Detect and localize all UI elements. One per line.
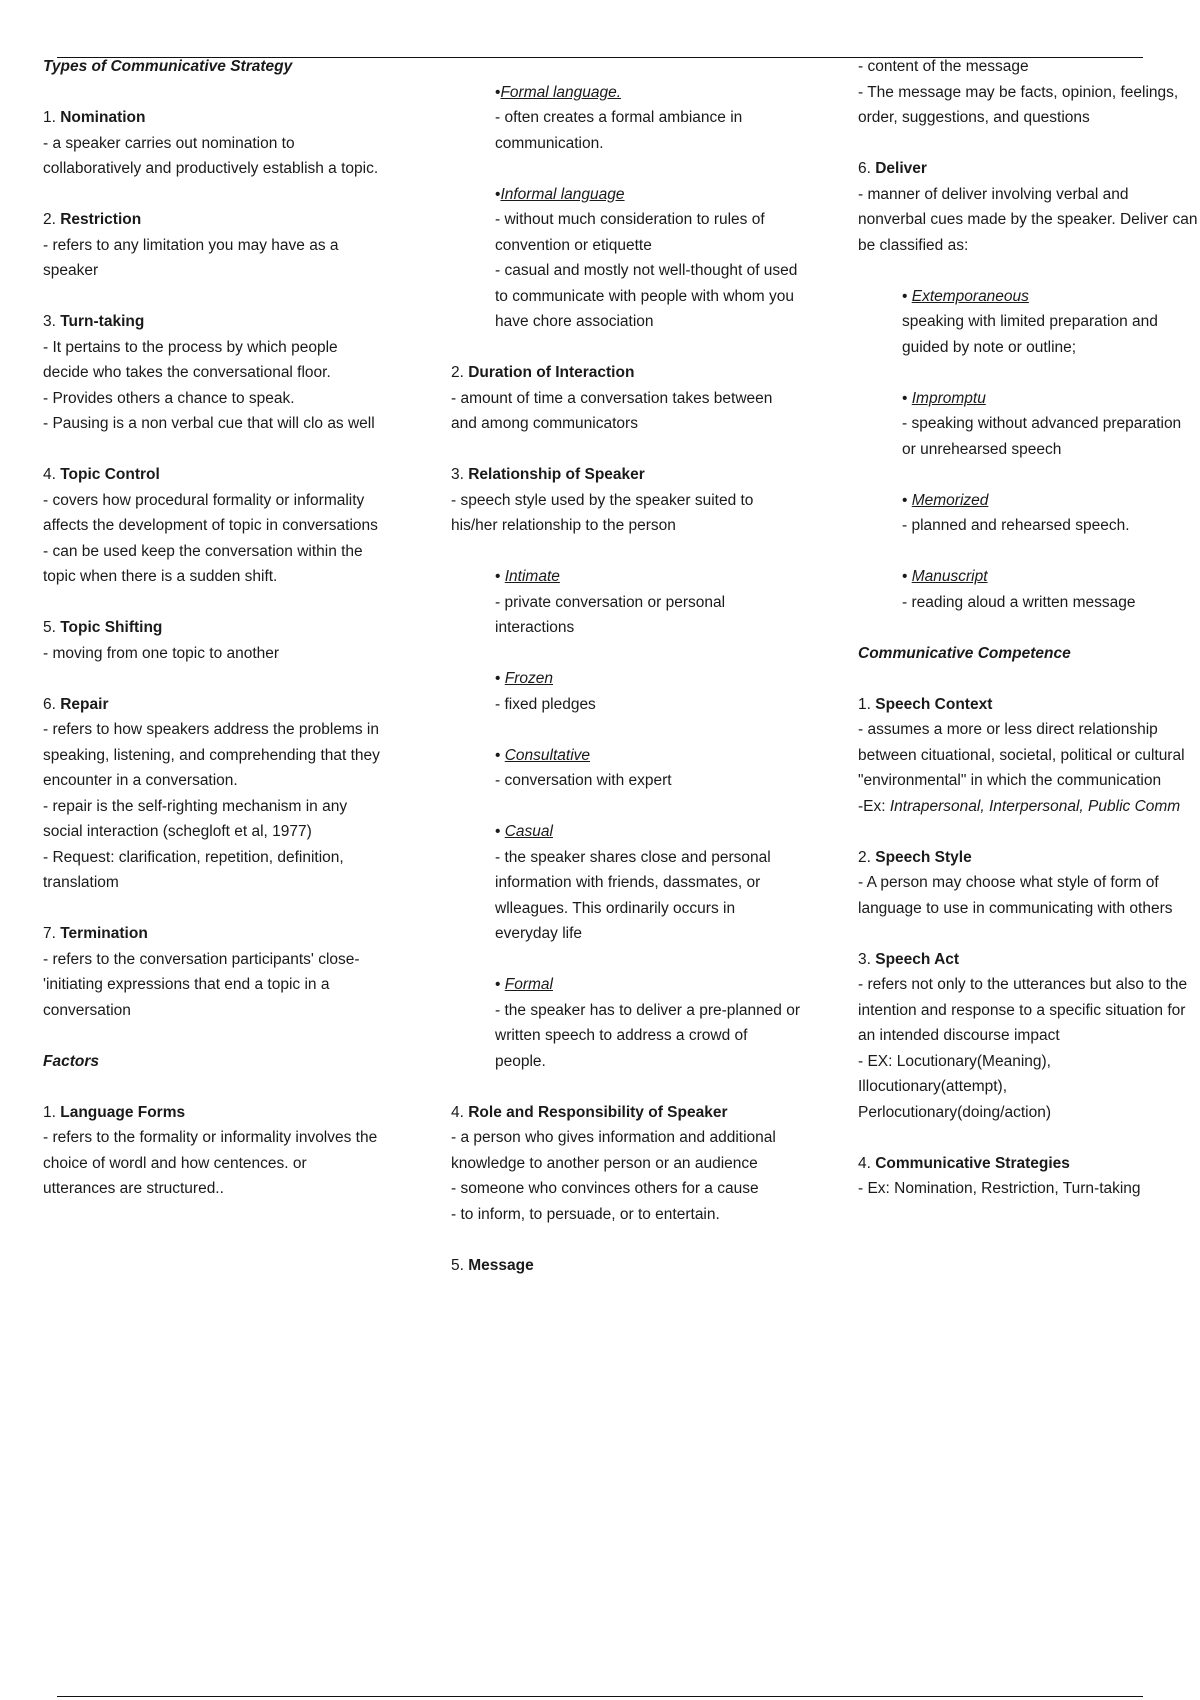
bullet: • <box>495 568 505 585</box>
heading-termination: Termination <box>60 925 148 942</box>
heading-nomination: Nomination <box>60 109 146 126</box>
text-line: - refers to how speakers address the problems in speaking, listening, and comprehending that they encounter in a conversation. <box>43 721 380 789</box>
column-2 <box>451 54 801 1278</box>
label-impromptu: Impromptu <box>911 389 986 407</box>
bottom-rule <box>57 1696 1143 1697</box>
item-speech-style: 2. Speech Style - A person may choose what style of form of language to use in communicating with others <box>858 845 1198 922</box>
item-language-forms: 1. Language Forms - refers to the formality or informality involves the choice of wordl and how centences. or utterances are structured.. <box>43 1100 383 1202</box>
text-line: - without much consideration to rules of convention or etiquette <box>495 211 765 254</box>
example-line: -Ex: Intrapersonal, Interpersonal, Public Comm <box>858 797 1181 815</box>
text-line: speaking with limited preparation and guided by note or outline; <box>902 313 1158 356</box>
text-line: - EX: Locutionary(Meaning), Illocutionary(attempt), Perlocutionary(doing/action) <box>858 1052 1051 1121</box>
text-line: - to inform, to persuade, or to entertain. <box>451 1205 720 1223</box>
item-nomination: 1. Nomination - a speaker carries out nomination to collaboratively and productively establish a topic. <box>43 105 383 182</box>
item-casual <box>451 819 801 947</box>
item-message-continued <box>858 54 1198 131</box>
heading-topic-control: Topic Control <box>60 466 160 483</box>
item-consultative <box>451 743 801 794</box>
bullet: • <box>495 746 505 764</box>
heading-topic-shifting: Topic Shifting <box>60 619 163 636</box>
label-frozen: Frozen <box>504 670 553 687</box>
heading-message: Message <box>468 1256 534 1274</box>
text-line: - a speaker carries out nomination to collaboratively and productively establish a topic. <box>43 134 379 177</box>
text-line: - speaking without advanced preparation or unrehearsed speech <box>902 415 1182 458</box>
label-formal-language: Formal language. <box>500 83 622 101</box>
label-casual: Casual <box>504 823 553 840</box>
item-topic-shifting: 5. Topic Shifting - moving from one topic to another <box>43 615 383 666</box>
section-title-competence: Communicative Competence <box>858 644 1071 662</box>
label-formal: Formal <box>504 976 553 993</box>
item-role: 4. Role and Responsibility of Speaker - a person who gives information and additional knowledge to another person or an audience - someone who convinces others for a cause - to inform, to persuade, or to entertain. <box>451 1100 801 1228</box>
text-line: - conversation with expert <box>495 772 672 789</box>
item-speech-context: 1. Speech Context - assumes a more or less direct relationship between cituational, societal, political or cultural "environmental" in which the communication -Ex: Intrapersonal, Interpersonal, Public Comm <box>858 692 1198 820</box>
text-line: - someone who convinces others for a cause <box>451 1180 759 1197</box>
text-line: - private conversation or personal interactions <box>495 593 726 636</box>
text-line: - a person who gives information and additional knowledge to another person or an audience <box>451 1129 776 1172</box>
label-extemporaneous: Extemporaneous <box>911 287 1029 305</box>
text-line: - the speaker has to deliver a pre-planned or written speech to address a crowd of people. <box>495 1001 801 1070</box>
text-line: - Request: clarification, repetition, definition, translatiom <box>43 848 344 891</box>
heading-turn-taking: Turn-taking <box>60 313 145 330</box>
label-consultative: Consultative <box>504 746 591 764</box>
heading-relationship: Relationship of Speaker <box>468 466 645 483</box>
text-line: - A person may choose what style of form of language to use in communicating with others <box>858 874 1173 917</box>
bullet: • <box>902 389 912 407</box>
item-relationship: 3. Relationship of Speaker - speech style used by the speaker suited to his/her relationship to the person <box>451 462 801 539</box>
label-memorized: Memorized <box>911 491 989 509</box>
label-intimate: Intimate <box>504 568 560 585</box>
item-deliver: 6. Deliver - manner of deliver involving verbal and nonverbal cues made by the speaker. Deliver can be classified as: <box>858 156 1198 258</box>
bullet: • <box>495 823 505 840</box>
bullet: • <box>495 83 501 101</box>
bullet: • <box>495 185 501 203</box>
text-line: - Provides others a chance to speak. <box>43 389 295 407</box>
text-line: - It pertains to the process by which people decide who takes the conversational floor. <box>43 338 338 381</box>
bullet: • <box>902 568 912 585</box>
text-line: - manner of deliver involving verbal and nonverbal cues made by the speaker. Deliver can be classified as: <box>858 185 1198 254</box>
column-1 <box>43 54 383 1202</box>
label-manuscript: Manuscript <box>911 568 988 585</box>
text-line: - refers to any limitation you may have as a speaker <box>43 236 339 279</box>
item-formal-language <box>451 80 801 157</box>
heading-speech-context: Speech Context <box>875 695 993 713</box>
text-line: - planned and rehearsed speech. <box>902 517 1130 534</box>
item-duration: 2. Duration of Interaction - amount of time a conversation takes between and among communicators <box>451 360 801 437</box>
label-informal-language: Informal language <box>500 185 625 203</box>
bullet: • <box>495 976 505 993</box>
item-repair: 6. Repair - refers to how speakers address the problems in speaking, listening, and comprehending that they encounter in a conversation. - repair is the self-righting mechanism in any social interaction (schegloft et al, 1977) - Request: clarification, repetition, definition, translatiom <box>43 692 383 896</box>
heading-restriction: Restriction <box>60 211 142 228</box>
column-3 <box>858 54 1198 1202</box>
text-line: - speech style used by the speaker suited to his/her relationship to the person <box>451 491 754 534</box>
heading-speech-style: Speech Style <box>875 848 972 866</box>
text-line: - The message may be facts, opinion, feelings, order, suggestions, and questions <box>858 83 1179 126</box>
heading-duration: Duration of Interaction <box>468 364 635 381</box>
item-formal <box>451 972 801 1074</box>
text-line: - reading aloud a written message <box>902 593 1136 611</box>
item-frozen <box>451 666 801 717</box>
text-line: - Ex: Nomination, Restriction, Turn-taking <box>858 1180 1141 1197</box>
item-message: 5. Message <box>451 1256 534 1274</box>
item-turn-taking: 3. Turn-taking - It pertains to the process by which people decide who takes the conversational floor. - Provides others a chance to speak. - Pausing is a non verbal cue that will clo as well <box>43 309 383 437</box>
heading-communicative-strategies: Communicative Strategies <box>875 1154 1070 1172</box>
bullet: • <box>495 670 505 687</box>
text-line: - refers to the conversation participants' close- 'initiating expressions that end a topic in a conversation <box>43 950 360 1019</box>
text-line: - refers to the formality or informality involves the choice of wordl and how centences. or utterances are structured.. <box>43 1129 378 1197</box>
item-topic-control: 4. Topic Control - covers how procedural formality or informality affects the development of topic in conversations - can be used keep the conversation within the topic when there is a sudden shift. <box>43 462 383 590</box>
section-title-strategies: Types of Communicative Strategy <box>43 58 293 75</box>
item-manuscript <box>858 564 1198 615</box>
section-title-factors: Factors <box>43 1052 99 1070</box>
text-line: - the speaker shares close and personal information with friends, dassmates, or wlleagues. This ordinarily occurs in everyday life <box>495 848 771 942</box>
text-line: - covers how procedural formality or informality affects the development of topic in conversations <box>43 491 378 534</box>
text-line: - moving from one topic to another <box>43 644 280 662</box>
text-line: - often creates a formal ambiance in communication. <box>495 109 743 152</box>
item-speech-act: 3. Speech Act - refers not only to the utterances but also to the intention and response to a specific situation for an intended discourse impact - EX: Locutionary(Meaning), Illocutionary(attempt), Perlocutionary(doing/action) <box>858 947 1198 1126</box>
item-informal-language <box>451 182 801 335</box>
bullet: • <box>902 287 912 305</box>
item-termination: 7. Termination - refers to the conversation participants' close- 'initiating expressions that end a topic in a conversation <box>43 921 383 1023</box>
item-impromptu <box>858 386 1198 463</box>
item-memorized <box>858 488 1198 539</box>
text-line: - casual and mostly not well-thought of used to communicate with people with whom you have chore association <box>495 262 798 330</box>
text-line: - Pausing is a non verbal cue that will clo as well <box>43 415 375 432</box>
text-line: - fixed pledges <box>495 695 596 713</box>
heading-role: Role and Responsibility of Speaker <box>468 1103 728 1121</box>
heading-speech-act: Speech Act <box>875 950 960 968</box>
item-extemporaneous <box>858 284 1198 361</box>
text-line: - amount of time a conversation takes between and among communicators <box>451 389 773 432</box>
item-intimate <box>451 564 801 641</box>
text-line: - assumes a more or less direct relationship between cituational, societal, political or cultural "environmental" in which the communication <box>858 721 1185 789</box>
item-restriction: 2. Restriction - refers to any limitation you may have as a speaker <box>43 207 383 284</box>
heading-repair: Repair <box>60 695 109 713</box>
text-line: - repair is the self-righting mechanism in any social interaction (schegloft et al, 1977) <box>43 797 348 840</box>
text-line: - content of the message <box>858 58 1029 75</box>
text-line: - refers not only to the utterances but also to the intention and response to a specific situation for an intended discourse impact <box>858 976 1188 1044</box>
item-communicative-strategies: 4. Communicative Strategies - Ex: Nomination, Restriction, Turn-taking <box>858 1151 1198 1202</box>
heading-language-forms: Language Forms <box>60 1103 186 1121</box>
heading-deliver: Deliver <box>875 160 927 177</box>
text-line: - can be used keep the conversation within the topic when there is a sudden shift. <box>43 542 363 585</box>
bullet: • <box>902 491 912 509</box>
